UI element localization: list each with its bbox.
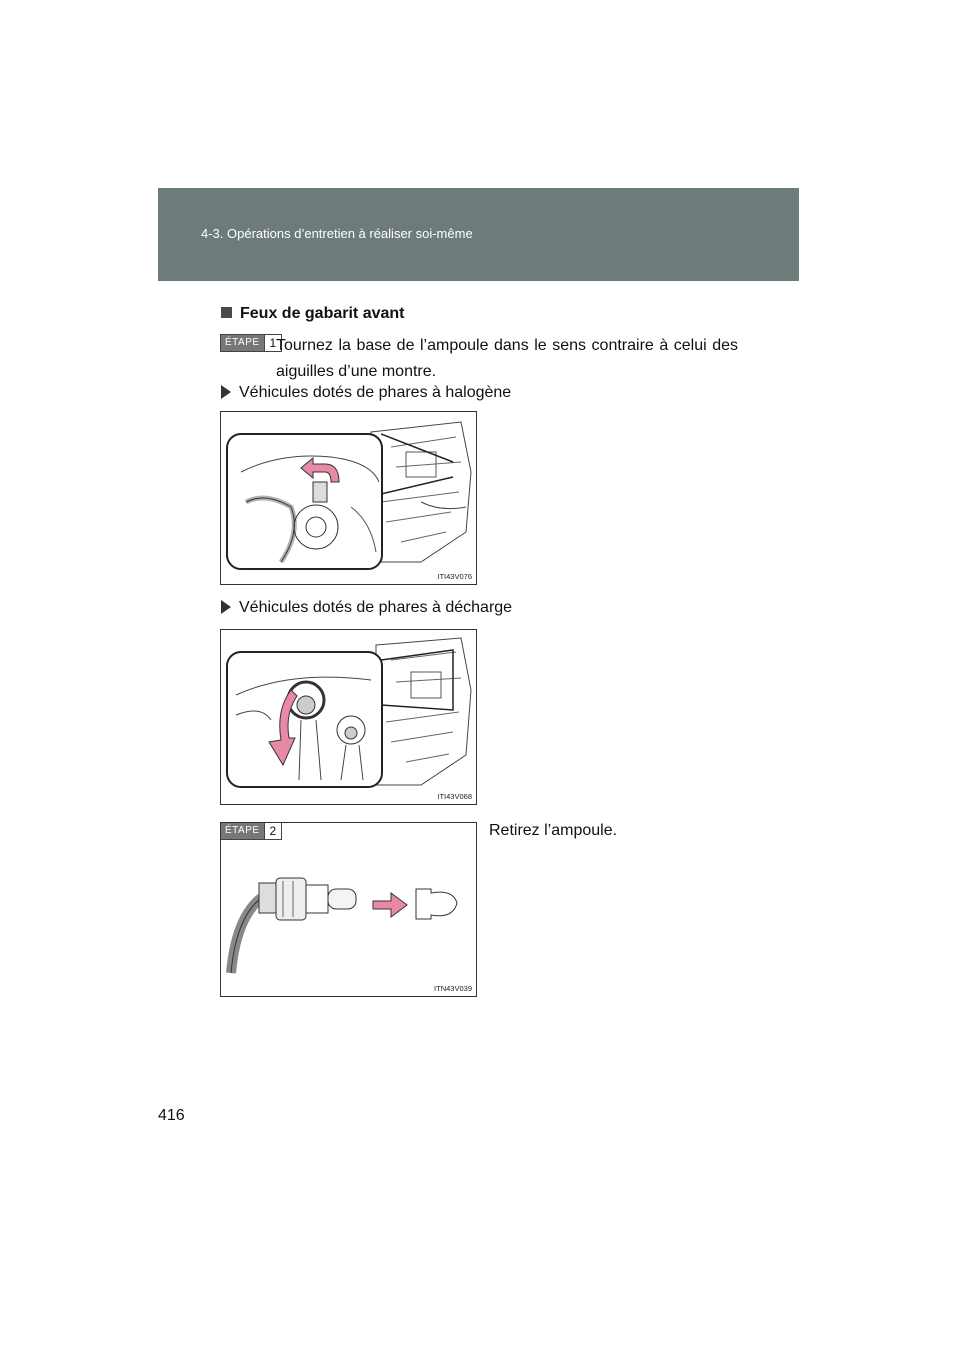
chapter-header (158, 188, 799, 281)
step-1-badge-number: 1 (264, 335, 282, 351)
variant-halogen-label: Véhicules dotés de phares à halogène (239, 384, 512, 401)
figure-3-code: ITN43V039 (434, 984, 472, 993)
triangle-bullet-icon (221, 600, 231, 614)
discharge-illustration (221, 630, 476, 804)
step-2-text: Retirez l’ampoule. (489, 822, 618, 839)
figure-discharge (220, 629, 477, 805)
step-1-text: Tournez la base de l’ampoule dans le sens contraire à celui des aiguilles d’une montre. (276, 337, 738, 380)
variant-halogen (221, 384, 511, 402)
step-2-badge-number: 2 (264, 823, 282, 839)
bulb-removal-illustration (221, 823, 476, 996)
figure-halogen (220, 411, 477, 585)
triangle-bullet-icon (221, 385, 231, 399)
variant-discharge (221, 599, 512, 617)
page-number: 416 (158, 1107, 185, 1124)
variant-discharge-label: Véhicules dotés de phares à décharge (239, 599, 513, 616)
chapter-title: 4-3. Opérations d’entretien à réaliser soi-même (201, 226, 473, 241)
square-bullet-icon (221, 307, 232, 318)
step-1-badge-label: ÉTAPE (221, 335, 264, 351)
halogen-illustration (221, 412, 476, 584)
figure-2-code: ITI43V068 (437, 792, 472, 801)
step-2-badge (221, 823, 282, 840)
figure-bulb-removal (220, 822, 477, 997)
step-2-badge-label: ÉTAPE (221, 823, 264, 839)
section-title (221, 305, 405, 323)
step-1-badge (220, 334, 282, 352)
section-title-text: Feux de gabarit avant (240, 305, 405, 322)
figure-1-code: ITI43V076 (437, 572, 472, 581)
